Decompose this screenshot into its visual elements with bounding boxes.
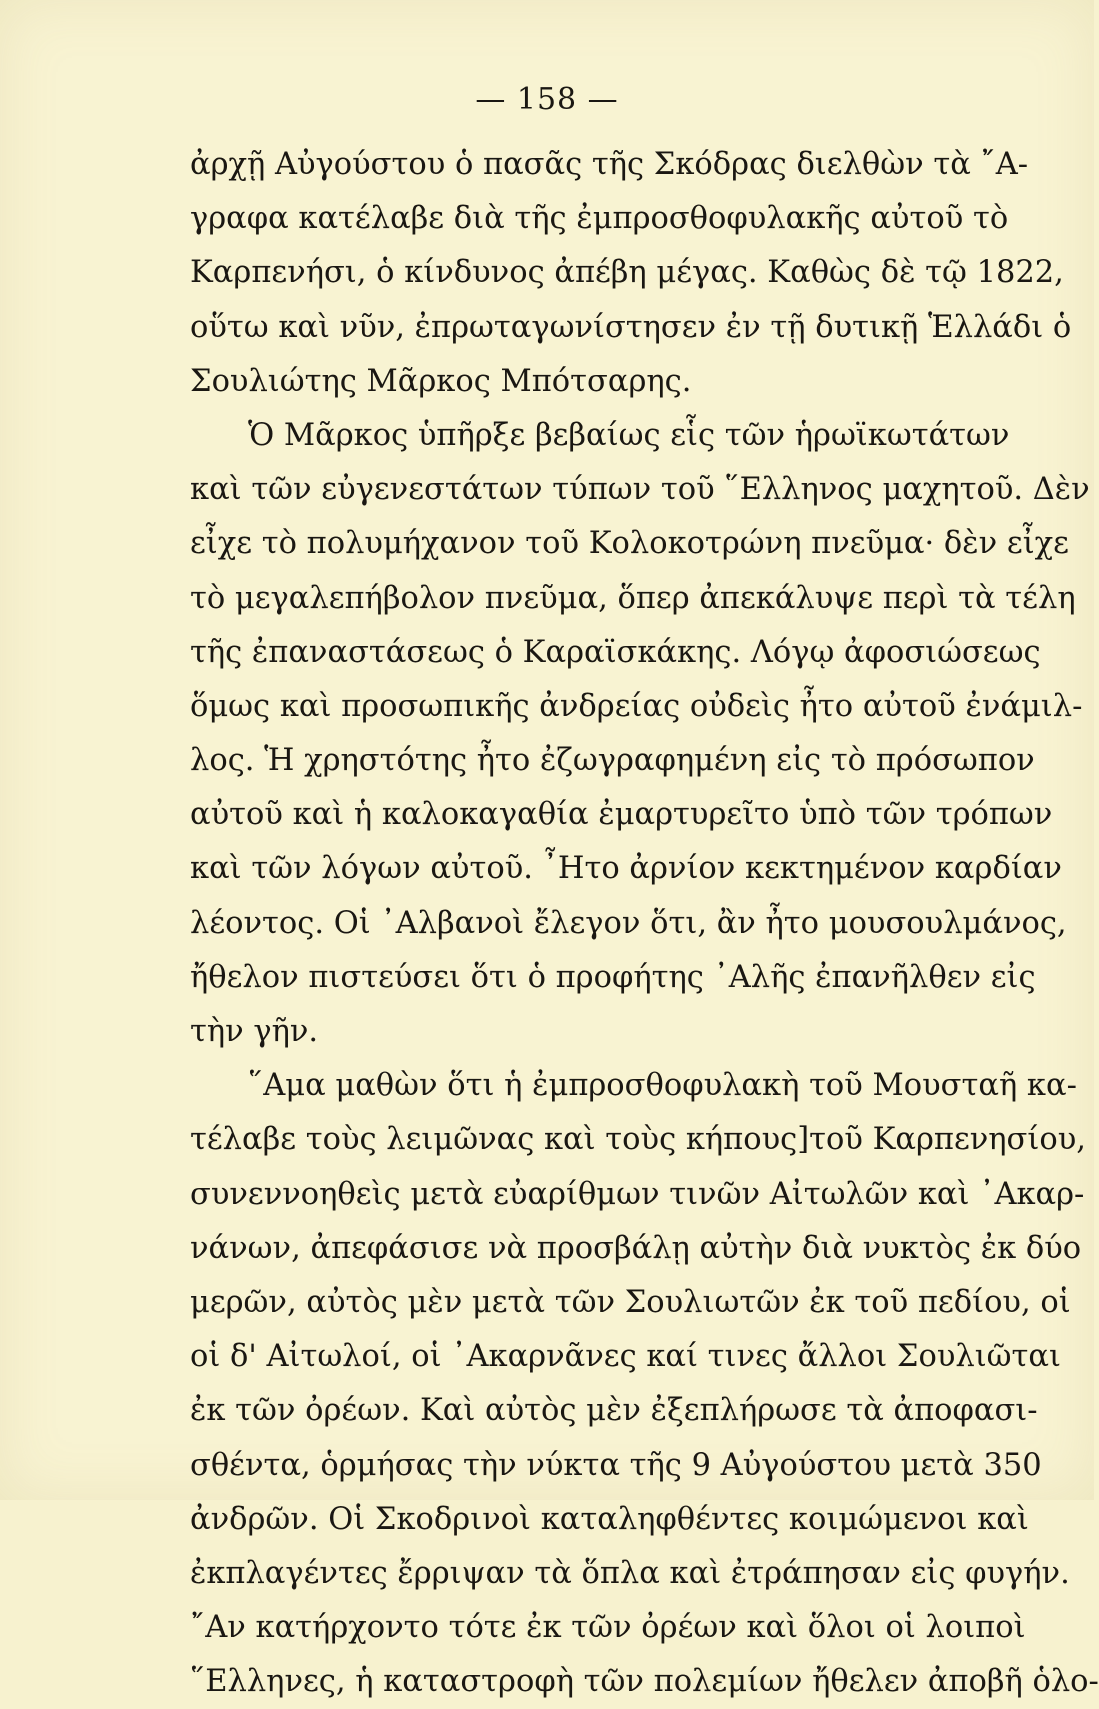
text-line: ῞Αμα μαθὼν ὅτι ἡ ἐμπροσθοφυλακὴ τοῦ Μουσταῆ κα- [248,1068,1077,1104]
text-line: καὶ τῶν λόγων αὐτοῦ. ῏Ητο ἀρνίον κεκτημένον καρδίαν [190,851,1062,887]
text-line: οὕτω καὶ νῦν, ἐπρωταγωνίστησεν ἐν τῇ δυτικῇ Ἑλλάδι ὁ [190,309,1072,345]
text-line: σθέντα, ὁρμήσας τὴν νύκτα τῆς 9 Αὐγούστου μετὰ 350 [190,1447,1042,1483]
text-line: τὴν γῆν. [190,1014,319,1049]
text-line: λος. Ἡ χρηστότης ἦτο ἐζωγραφημένη εἰς τὸ πρόσωπον [190,743,1035,779]
text-line: ἀρχῇ Αὐγούστου ὁ πασᾶς τῆς Σκόδρας διελθὼν τὰ ῎Α- [190,147,1029,182]
text-line: τῆς ἐπαναστάσεως ὁ Καραϊσκάκης. Λόγῳ ἀφοσιώσεως [190,634,1041,670]
paragraph [190,1059,1086,1601]
paragraph [190,409,1090,1059]
text-line: ὅμως καὶ προσωπικῆς ἀνδρείας οὐδεὶς ἦτο αὐτοῦ ἐνάμιλ- [190,688,1083,724]
text-line: καὶ τῶν εὐγενεστάτων τύπων τοῦ ῞Ελληνος μαχητοῦ. Δὲν [190,472,1090,508]
text-line: εἶχε τὸ πολυμήχανον τοῦ Κολοκοτρώνη πνεῦμα· δὲν εἶχε [190,526,1069,562]
text-line: τὸ μεγαλεπήβολον πνεῦμα, ὅπερ ἀπεκάλυψε περὶ τὰ τέλη [190,580,1076,616]
text-line: ἐκ τῶν ὀρέων. Καὶ αὐτὸς μὲν ἐξεπλήρωσε τὰ ἀποφασι- [190,1393,1038,1429]
text-line: Σουλιώτης Μᾶρκος Μπότσαρης. [190,363,692,399]
text-line: μερῶν, αὐτὸς μὲν μετὰ τῶν Σουλιωτῶν ἐκ τοῦ πεδίου, οἱ [190,1284,1071,1320]
text-line: Ὁ Μᾶρκος ὑπῆρξε βεβαίως εἷς τῶν ἡρωϊκωτάτων [248,417,1010,453]
text-line: αὐτοῦ καὶ ἡ καλοκαγαθία ἐμαρτυρεῖτο ὑπὸ τῶν τρόπων [190,797,1053,833]
text-line: ἐκπλαγέντες ἔρριψαν τὰ ὅπλα καὶ ἐτράπησαν εἰς φυγήν. [190,1555,1070,1591]
text-line: οἱ δ' Αἰτωλοί, οἱ ᾿Ακαρνᾶνες καί τινες ἄλλοι Σουλιῶται [190,1339,1061,1375]
paragraph [190,1601,1099,1709]
text-line: λέοντος. Οἱ ᾿Αλβανοὶ ἔλεγον ὅτι, ἂν ἦτο μουσουλμάνος, [190,905,1067,941]
text-line: τέλαβε τοὺς λειμῶνας καὶ τοὺς κήπους]τοῦ Καρπενησίου, [190,1122,1086,1158]
text-line: νάνων, ἀπεφάσισε νὰ προσβάλῃ αὐτὴν διὰ νυκτὸς ἐκ δύο [190,1230,1082,1266]
text-line: ἀνδρῶν. Οἱ Σκοδρινοὶ καταληφθέντες κοιμώμενοι καὶ [190,1501,1029,1537]
text-line: συνεννοηθεὶς μετὰ εὐαρίθμων τινῶν Αἰτωλῶν καὶ ᾿Ακαρ- [190,1176,1085,1212]
body-text [190,138,1099,1709]
text-line: ῞Ελληνες, ἡ καταστροφὴ τῶν πολεμίων ἤθελεν ἀποβῆ ὁλο- [190,1664,1099,1700]
paragraph [190,138,1072,409]
text-line: ἤθελον πιστεύσει ὅτι ὁ προφήτης ᾿Αλῆς ἐπανῆλθεν εἰς [190,959,1036,995]
page-number: — 158 — [475,82,619,117]
text-line: γραφα κατέλαβε διὰ τῆς ἐμπροσθοφυλακῆς αὐτοῦ τὸ [190,201,1009,237]
text-line: ῎Αν κατήρχοντο τότε ἐκ τῶν ὀρέων καὶ ὅλοι οἱ λοιποὶ [190,1610,1026,1646]
text-line: Καρπενήσι, ὁ κίνδυνος ἀπέβη μέγας. Καθὼς δὲ τῷ 1822, [190,255,1064,291]
